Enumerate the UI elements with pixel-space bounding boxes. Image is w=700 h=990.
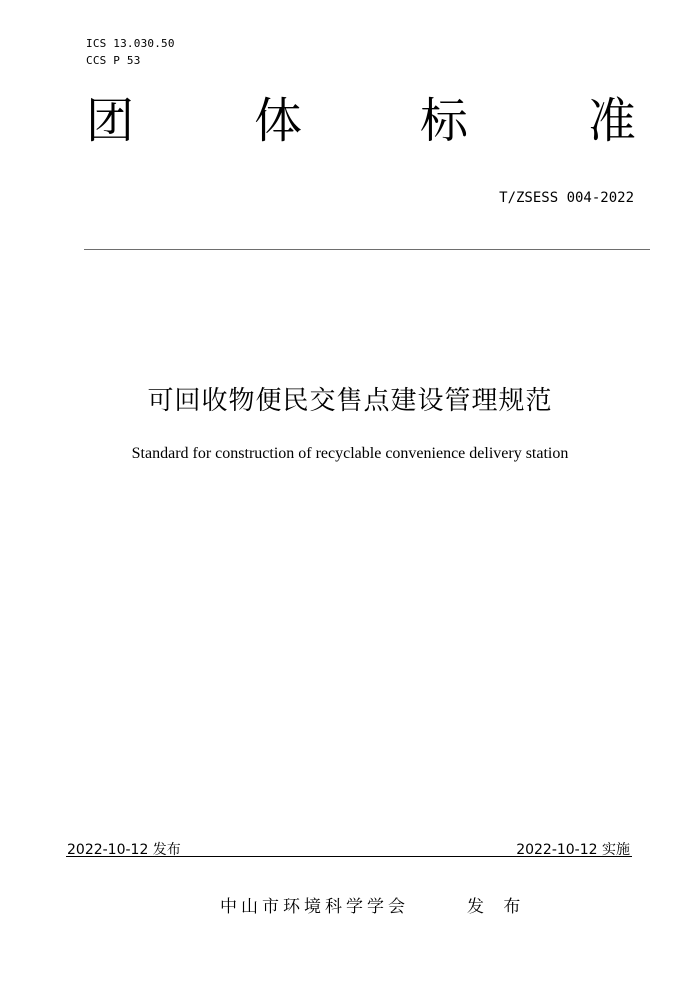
standard-type-char: 体 — [254, 93, 303, 149]
ics-code: ICS 13.030.50 — [86, 37, 175, 50]
issue-date: 2022-10-12 发布 — [67, 842, 181, 858]
document-title-en: Standard for construction of recyclable convenience delivery station — [131, 445, 569, 462]
publisher-name: 中山市环境科学学会 — [220, 897, 409, 917]
standard-type-char: 团 — [86, 93, 135, 149]
document-title-zh: 可回收物便民交售点建设管理规范 — [147, 386, 553, 416]
standard-type-char: 标 — [420, 93, 469, 149]
standard-number: T/ZSESS 004-2022 — [499, 190, 634, 206]
publish-label: 发 布 — [467, 897, 528, 917]
footer-divider — [66, 856, 632, 857]
standard-type-char: 准 — [588, 93, 637, 149]
header-divider — [84, 249, 650, 250]
ccs-code: CCS P 53 — [86, 54, 141, 67]
implementation-date: 2022-10-12 实施 — [516, 842, 630, 858]
